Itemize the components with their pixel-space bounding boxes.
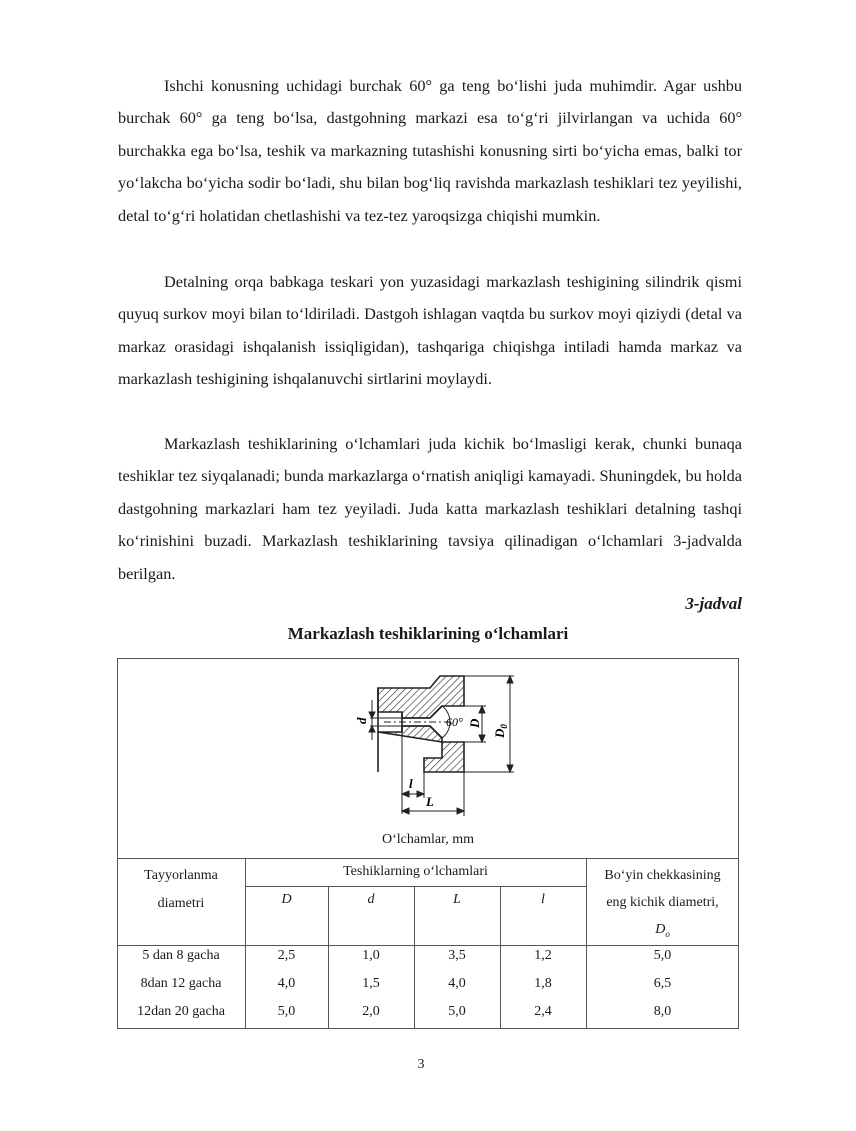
column-L bbox=[414, 942, 500, 1025]
table-row-2-diameter: 8dan 12 gacha bbox=[140, 975, 222, 991]
table-row-2-D: 4,0 bbox=[277, 975, 296, 991]
table-row-3-diameter: 12dan 20 gacha bbox=[137, 1003, 225, 1019]
table-row-3-d: 2,0 bbox=[362, 1003, 380, 1019]
column-d bbox=[328, 942, 414, 1025]
dim-D0-label: $D_0$ bbox=[492, 724, 509, 738]
column-D bbox=[245, 942, 328, 1025]
table-rule-subheader bbox=[245, 886, 586, 887]
header-col-D: D bbox=[281, 892, 292, 907]
part-section-lower bbox=[378, 726, 464, 772]
table-row-2-d: 1,5 bbox=[362, 975, 380, 991]
table-row-1-D: 2,5 bbox=[277, 948, 296, 963]
header-col-L: L bbox=[453, 892, 461, 907]
table-row-3-D: 5,0 bbox=[277, 1003, 296, 1019]
table-row-3-D0: 8,0 bbox=[653, 1003, 672, 1019]
paragraph-1: Ishchi konusning uchidagi burchak 60° ga teng bo‘lishi juda muhimdir. Agar ushbu burchak 60° ga teng bo‘lsa, dastgohning markazi esa to‘g‘ri jilvirlangan va uchida 60° burchakka ega bo‘lsa, teshik va markazning tutashishi konusning sirti bo‘yicha emas, balki tor yo‘lakcha bo‘yicha sodir bo‘ladi, shu bilan bog‘liq ravishda markazlash teshiklari tez yeyilishi, detal to‘g‘ri holatidan chetlashishi va tez-tez yaroqsizga chiqishi mumkin. bbox=[118, 76, 742, 225]
dim-d-label: d bbox=[354, 717, 369, 724]
page-number: 3 bbox=[417, 1057, 425, 1072]
table-title: Markazlash teshiklarining o‘lchamlari bbox=[287, 624, 569, 643]
header-diameter: Tayyorlanma diametri bbox=[144, 868, 218, 911]
paragraph-2: Detalning orqa babkaga teskari yon yuzasidagi markazlash teshigining silindrik qismi quyuq surkov moyi bilan to‘ldiriladi. Dastgoh ishlagan vaqtda bu surkov moyi qiziydi (detal va markaz orasidagi ishqalanish issiqligidan), tashqariga chiqishga intiladi hamda markaz va markazlash teshigining ishqalanuvchi sirtlarini moylaydi. bbox=[118, 272, 742, 389]
table-row-1-diameter: 5 dan 8 gacha bbox=[142, 948, 220, 963]
dim-L-label: L bbox=[426, 794, 434, 809]
header-col-l: l bbox=[541, 892, 545, 907]
table-row-1-D0: 5,0 bbox=[653, 948, 672, 963]
table-row-1-l: 1,2 bbox=[534, 948, 552, 963]
table-row-3-l: 2,4 bbox=[534, 1003, 552, 1019]
table-row-1-d: 1,0 bbox=[362, 948, 380, 963]
dim-l-label: l bbox=[409, 776, 413, 791]
dim-D-label: D bbox=[467, 718, 482, 728]
header-edge-diameter: Bo‘yin chekkasining eng kichik diametri, $D_o$ bbox=[604, 868, 721, 939]
header-col-d: d bbox=[367, 892, 375, 907]
header-hole-dimensions: Teshiklarning o‘lchamlari bbox=[343, 864, 488, 879]
angle-label: 60° bbox=[446, 715, 463, 729]
table-row-2-L: 4,0 bbox=[448, 975, 466, 991]
column-diameter bbox=[117, 942, 245, 1025]
table-row-1-L: 3,5 bbox=[448, 948, 466, 963]
paragraph-3: Markazlash teshiklarining o‘lchamlari juda kichik bo‘lmasligi kerak, chunki bunaqa teshiklar tez siyqalanadi; bunda markazlarga o‘rnatish aniqligi kamayadi. Shuningdek, bu holda dastgohning markazlari ham tez yeyiladi. Juda katta markazlash teshiklari detalning tashqi ko‘rinishini buzadi. Markazlash teshiklarining tavsiya qilinadigan o‘lchamlari 3-jadvalda berilgan. bbox=[118, 434, 742, 583]
column-l bbox=[500, 942, 586, 1025]
table-row-3-L: 5,0 bbox=[448, 1003, 466, 1019]
table-row-2-l: 1,8 bbox=[534, 975, 552, 991]
column-D0 bbox=[586, 942, 739, 1025]
table-row-2-D0: 6,5 bbox=[653, 975, 672, 991]
units-caption: O‘lchamlar, mm bbox=[382, 832, 474, 847]
table-rule-header-top bbox=[117, 858, 739, 859]
part-section-upper bbox=[378, 676, 464, 718]
center-hole-drawing bbox=[354, 668, 522, 818]
table-number: 3-jadval bbox=[685, 594, 742, 613]
